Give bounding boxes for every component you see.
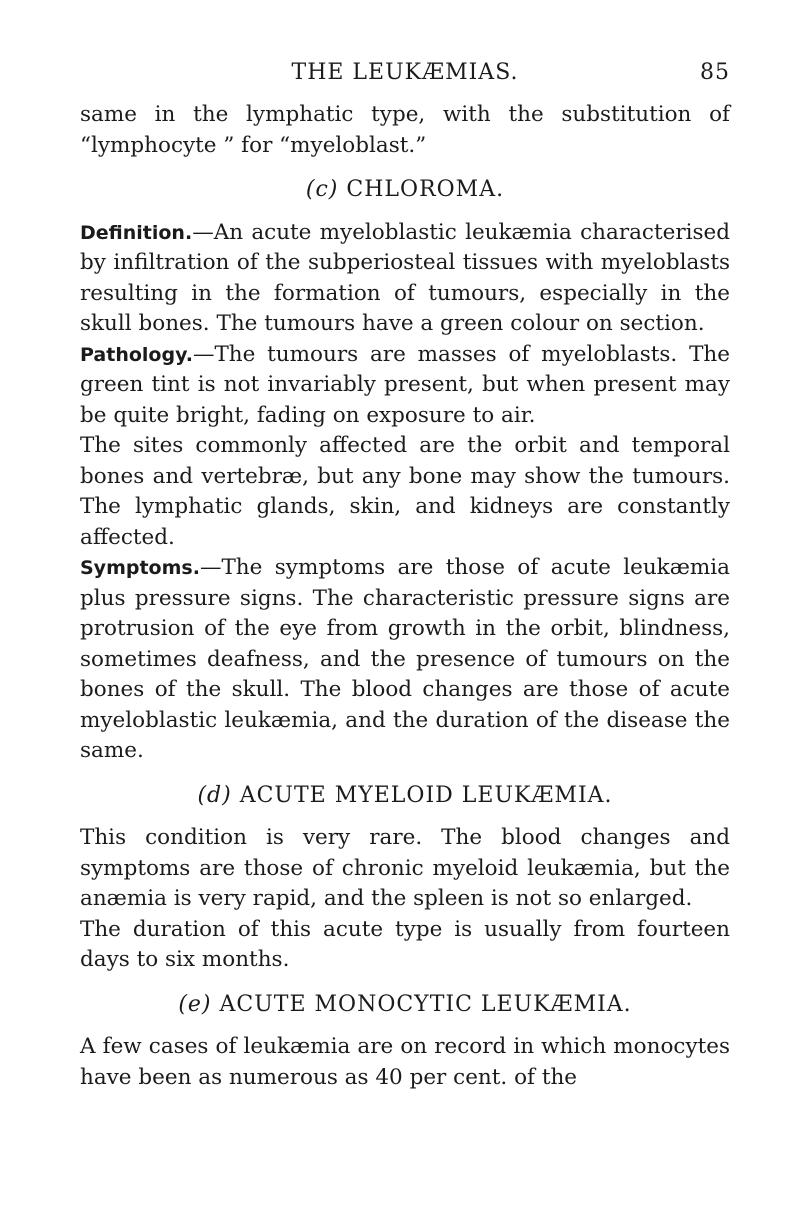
symptoms-label: Symptoms. — [80, 557, 200, 579]
pathology-text: —The tumours are masses of myeloblasts. The green tint is not invariably present, but when present may be quite bright, fading on exposure to air. — [80, 341, 730, 428]
section-title: ACUTE MYELOID LEUKÆMIA. — [239, 782, 613, 808]
section-title: ACUTE MONOCYTIC LEUKÆMIA. — [219, 991, 632, 1017]
symptoms-text: —The symptoms are those of acute leukæmia plus pressure signs. The characteristic pressure signs are protrusion of the eye from growth in the orbit, blindness, sometimes deafness, and the presence of tumours on the bones of the skull. The blood changes are those of acute myeloblastic leukæmia, and the duration of the disease the same. — [80, 555, 730, 763]
section-letter: (c) — [305, 177, 339, 202]
section-heading-acute-myeloid — [80, 781, 730, 812]
section-letter: (d) — [197, 782, 232, 808]
definition-label: Definition. — [80, 221, 193, 244]
definition-text: —An acute myeloblastic leukæmia characterised by infiltration of the subperiosteal tissues with myeloblasts resulting in the formation of tumours, especially in the skull bones. The tumours have a green colour on section. — [80, 219, 730, 336]
running-head — [80, 60, 730, 100]
body-text — [80, 100, 730, 1093]
pathology-paragraph — [80, 340, 730, 432]
section-title: CHLOROMA. — [346, 177, 505, 202]
section-heading-acute-monocytic — [80, 990, 730, 1021]
section-heading-chloroma — [80, 175, 730, 206]
intro-paragraph: same in the lymphatic type, with the substitution of “lymphocyte ” for “myeloblast.” — [80, 102, 730, 158]
running-title: THE LEUKÆMIAS. — [291, 60, 519, 85]
section-letter: (e) — [178, 991, 212, 1017]
acute-myeloid-paragraph-2: The duration of this acute type is usually from fourteen days to six months. — [80, 916, 730, 972]
book-page — [80, 60, 730, 1093]
definition-paragraph — [80, 218, 730, 340]
page-number: 85 — [700, 60, 730, 85]
acute-monocytic-paragraph-1: A few cases of leukæmia are on record in which monocytes have been as numerous as 40 per cent. of the — [80, 1034, 730, 1090]
symptoms-paragraph — [80, 553, 730, 767]
pathology-paragraph-2: The sites commonly affected are the orbit and temporal bones and vertebræ, but any bone may show the tumours. The lymphatic glands, skin, and kidneys are constantly affected. — [80, 433, 730, 550]
acute-myeloid-paragraph-1: This condition is very rare. The blood changes and symptoms are those of chronic myeloid leukæmia, but the anæmia is very rapid, and the spleen is not so enlarged. — [80, 825, 730, 911]
pathology-label: Pathology. — [80, 343, 193, 366]
